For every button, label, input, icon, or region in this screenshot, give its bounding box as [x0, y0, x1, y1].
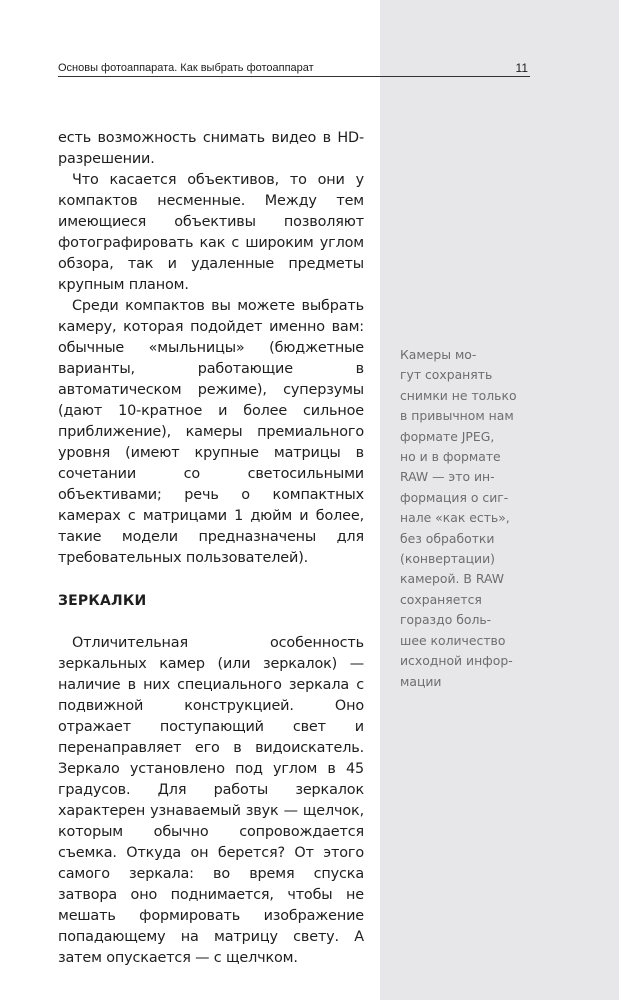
page-number: 11: [515, 61, 528, 75]
running-header-title: Основы фотоаппарата. Как выбрать фотоаппарат: [58, 62, 314, 74]
margin-note-raw: Камеры мо- гут сохранять снимки не только в привычном нам формате JPEG, но и в формате RAW — это ин- формация о сиг- нале «как есть», без обработки (конвертации) камерой. В RAW сохраняется гораздо боль- шее количество исходной инфор- мации: [400, 347, 517, 689]
paragraph-lenses: Что касается объективов, то они у компактов несменные. Между тем имеющиеся объективы позволяют фотографировать как с широким углом обзора, так и удаленные предметы крупным планом.: [58, 172, 364, 293]
paragraph-dslr-mirror: Отличительная особенность зеркальных камер (или зеркалок) — наличие в них специального зеркала с подвижной конструкцией. Оно отражает поступающий свет и перенаправляет его в видоискатель. Зеркало установлено под углом в 45 градусов. Для работы зеркалок характерен узнаваемый звук — щелчок, которым обычно сопровождается съемка. Откуда он берется? От этого самого зеркала: во время спуска затвора оно поднимается, чтобы не мешать формировать изображение попадающему на матрицу свету. А затем опускается — с щелчком.: [58, 635, 364, 966]
running-header: [58, 62, 530, 77]
paragraph-video-hd: есть возможность снимать видео в HD-разрешении.: [58, 130, 364, 167]
paragraph-compact-types: Среди компактов вы можете выбрать камеру, которая подойдет именно вам: обычные «мыльницы» (бюджетные варианты, работающие в автоматическом режиме), суперзумы (дают 10-кратное и более сильное приближение), камеры премиального уровня (имеют крупные матрицы в сочетании со светосильными объективами; речь о компактных камерах с матрицами 1 дюйм и более, такие модели предназначены для требовательных пользователей).: [58, 298, 364, 566]
section-heading-dslr: ЗЕРКАЛКИ: [58, 593, 147, 609]
main-text-column: [58, 128, 364, 969]
